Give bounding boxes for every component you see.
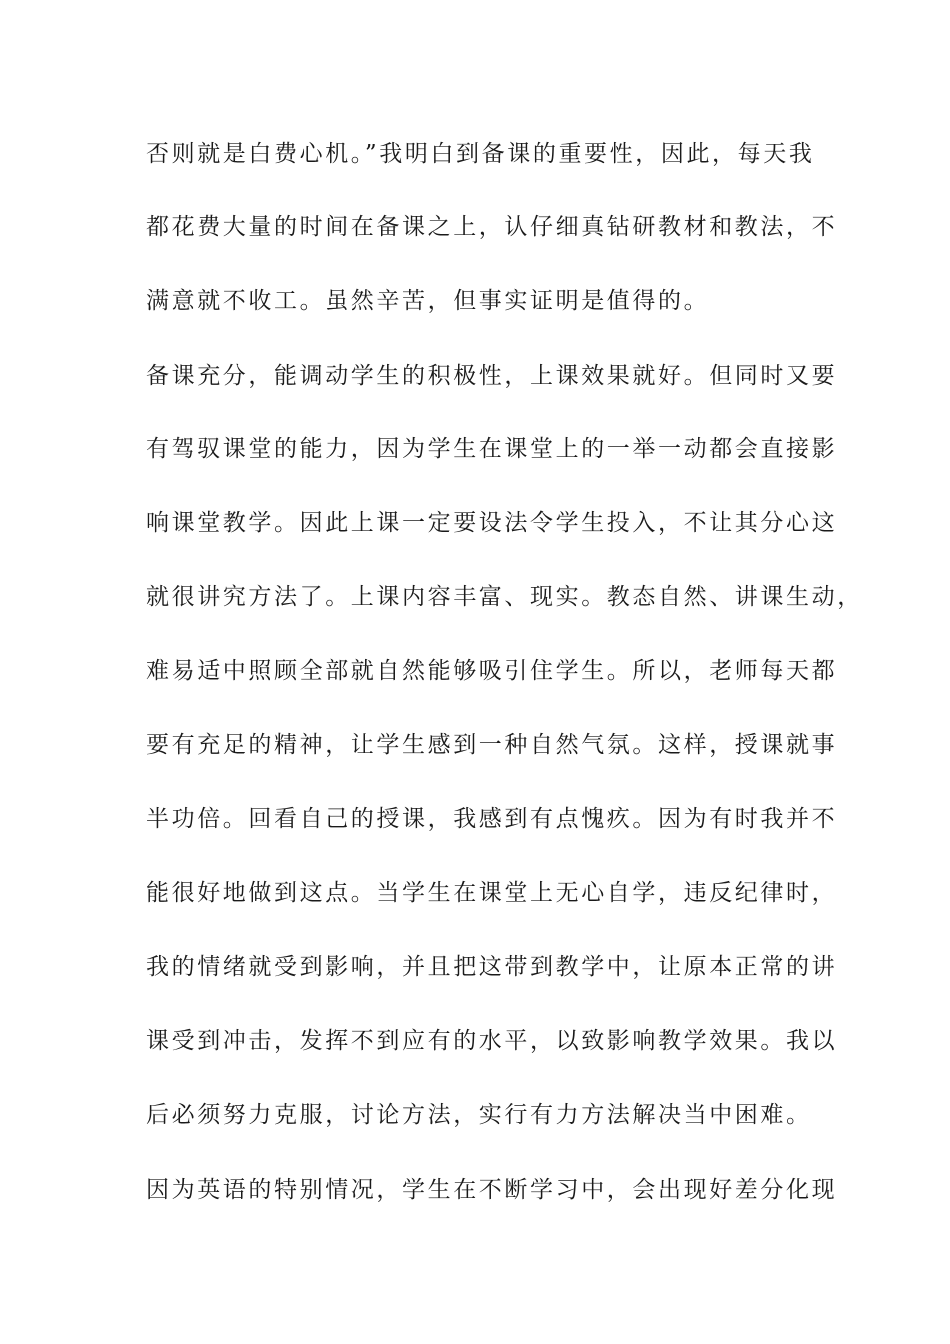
text-line: 能很好地做到这点。当学生在课堂上无心自学，违反纪律时， <box>146 880 838 906</box>
text-line: 课受到冲击，发挥不到应有的水平，以致影响教学效果。我以 <box>146 1028 838 1054</box>
text-line: 难易适中照顾全部就自然能够吸引住学生。所以，老师每天都 <box>146 658 838 684</box>
text-line: 半功倍。回看自己的授课，我感到有点愧疚。因为有时我并不 <box>146 806 838 832</box>
text-line: 备课充分，能调动学生的积极性，上课效果就好。但同时又要 <box>146 363 838 389</box>
text-line: 都花费大量的时间在备课之上，认仔细真钻研教材和教法，不 <box>146 214 838 240</box>
text-line: 我的情绪就受到影响，并且把这带到教学中，让原本正常的讲 <box>146 954 838 980</box>
text-line: 后必须努力克服，讨论方法，实行有力方法解决当中困难。 <box>146 1102 812 1128</box>
text-line: 否则就是白费心机。”我明白到备课的重要性，因此，每天我 <box>146 141 815 167</box>
text-line: 因为英语的特别情况，学生在不断学习中，会出现好差分化现 <box>146 1177 838 1203</box>
text-line: 就很讲究方法了。上课内容丰富、现实。教态自然、讲课生动， <box>146 584 863 610</box>
text-line: 响课堂教学。因此上课一定要设法令学生投入，不让其分心这 <box>146 510 838 536</box>
text-line: 满意就不收工。虽然辛苦，但事实证明是值得的。 <box>146 288 710 314</box>
text-line: 要有充足的精神，让学生感到一种自然气氛。这样，授课就事 <box>146 732 838 758</box>
text-line: 有驾驭课堂的能力，因为学生在课堂上的一举一动都会直接影 <box>146 436 838 462</box>
